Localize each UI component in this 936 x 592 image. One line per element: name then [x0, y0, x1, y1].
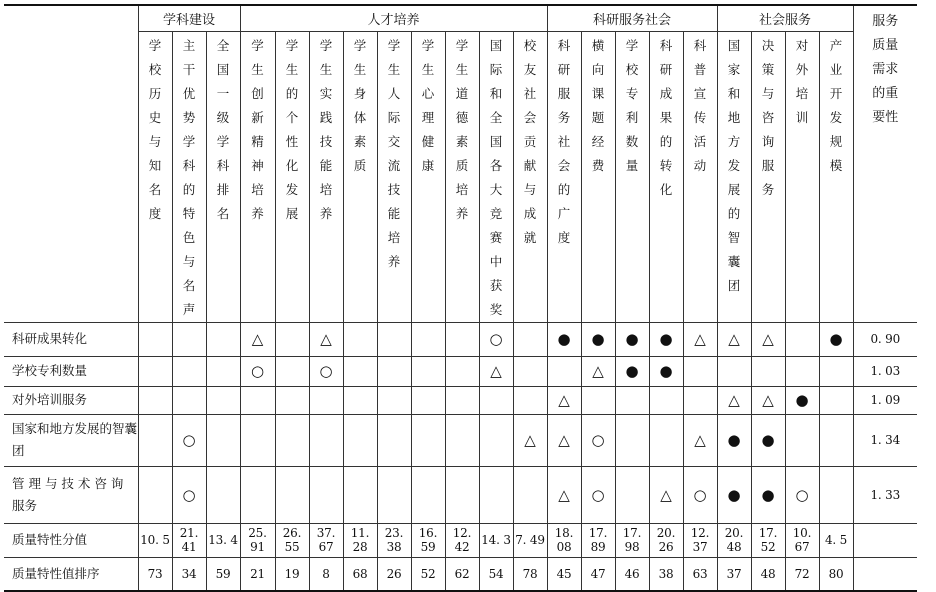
importance-value: 1. 33 — [853, 466, 917, 523]
relation-cell — [819, 414, 853, 466]
score-row-value: 17. 52 — [751, 523, 785, 557]
relation-cell — [445, 356, 479, 386]
group-header-row — [4, 5, 917, 31]
relation-cell — [240, 386, 275, 414]
relation-cell: △ — [683, 322, 717, 356]
importance-value: 0. 90 — [853, 322, 917, 356]
score-row-value: 14. 3 — [479, 523, 513, 557]
column-header: 主干优势学科的特色与名声 — [172, 31, 206, 322]
rank-row-value: 38 — [649, 557, 683, 591]
relation-cell — [377, 386, 411, 414]
relation-cell: △ — [649, 466, 683, 523]
rank-row-value: 21 — [240, 557, 275, 591]
relation-cell — [819, 466, 853, 523]
relation-cell — [615, 414, 649, 466]
empty-cell — [853, 557, 917, 591]
rank-row-value: 62 — [445, 557, 479, 591]
rank-row-value: 54 — [479, 557, 513, 591]
relation-cell: ○ — [240, 356, 275, 386]
score-row-value: 37. 67 — [309, 523, 343, 557]
importance-value: 1. 09 — [853, 386, 917, 414]
relation-cell: △ — [240, 322, 275, 356]
relation-cell — [717, 356, 751, 386]
relation-cell — [377, 322, 411, 356]
score-row-value: 17. 89 — [581, 523, 615, 557]
relation-cell — [411, 386, 445, 414]
rank-row-value: 46 — [615, 557, 649, 591]
relation-cell — [206, 386, 240, 414]
column-header: 产业开发规模 — [819, 31, 853, 322]
rank-row-value: 45 — [547, 557, 581, 591]
rank-row-value: 68 — [343, 557, 377, 591]
relation-cell: ● — [819, 322, 853, 356]
column-header: 学生身体素质 — [343, 31, 377, 322]
column-header: 学生人际交流技能培养 — [377, 31, 411, 322]
table-row — [4, 414, 917, 466]
column-header: 科研成果的转化 — [649, 31, 683, 322]
relation-cell: ● — [615, 322, 649, 356]
relation-cell — [275, 356, 309, 386]
relation-cell: ○ — [683, 466, 717, 523]
column-header: 学生的个性化发展 — [275, 31, 309, 322]
column-header: 学生实践技能培养 — [309, 31, 343, 322]
table-container — [4, 4, 917, 592]
rank-row-value: 80 — [819, 557, 853, 591]
relation-cell — [479, 386, 513, 414]
row-label: 学校专利数量 — [4, 356, 138, 386]
score-row-label: 质量特性分值 — [4, 523, 138, 557]
rank-row-value: 73 — [138, 557, 172, 591]
relation-cell — [206, 466, 240, 523]
score-row — [4, 523, 917, 557]
relation-cell — [513, 466, 547, 523]
group-keyan: 科研服务社会 — [547, 5, 717, 31]
row-label: 管 理 与 技 术 咨 询 服务 — [4, 466, 138, 523]
group-rencai: 人才培养 — [240, 5, 547, 31]
rank-row-value: 59 — [206, 557, 240, 591]
corner-cell — [4, 5, 138, 322]
relation-cell — [785, 322, 819, 356]
relation-cell: △ — [547, 466, 581, 523]
relation-cell — [206, 414, 240, 466]
relation-cell — [240, 414, 275, 466]
rank-row-value: 52 — [411, 557, 445, 591]
score-row-value: 4. 5 — [819, 523, 853, 557]
score-row-value: 12. 42 — [445, 523, 479, 557]
column-header: 对外培训 — [785, 31, 819, 322]
relation-cell — [309, 414, 343, 466]
relation-cell: △ — [751, 322, 785, 356]
column-header-row — [4, 31, 917, 322]
row-label: 国家和地方发展的智囊团 — [4, 414, 138, 466]
group-shehui: 社会服务 — [717, 5, 853, 31]
rank-row-value: 72 — [785, 557, 819, 591]
column-header: 横向课题经费 — [581, 31, 615, 322]
importance-value: 1. 34 — [853, 414, 917, 466]
relation-cell: △ — [513, 414, 547, 466]
relation-cell — [309, 386, 343, 414]
column-header: 学生创新精神培养 — [240, 31, 275, 322]
score-row-value: 16. 59 — [411, 523, 445, 557]
relation-cell — [445, 466, 479, 523]
column-header: 学生道德素质培养 — [445, 31, 479, 322]
score-row-value: 21. 41 — [172, 523, 206, 557]
score-row-value: 10. 67 — [785, 523, 819, 557]
relation-cell — [819, 386, 853, 414]
column-header: 学校历史与知名度 — [138, 31, 172, 322]
score-row-value: 17. 98 — [615, 523, 649, 557]
relation-cell: △ — [717, 386, 751, 414]
relation-cell: ○ — [309, 356, 343, 386]
row-label: 科研成果转化 — [4, 322, 138, 356]
relation-cell — [275, 322, 309, 356]
column-header: 国际和全国各大竞赛中获奖 — [479, 31, 513, 322]
relation-cell — [138, 414, 172, 466]
table-row — [4, 386, 917, 414]
relation-cell — [411, 466, 445, 523]
rank-row-value: 19 — [275, 557, 309, 591]
table-row — [4, 466, 917, 523]
score-row-value: 25. 91 — [240, 523, 275, 557]
relation-cell — [172, 322, 206, 356]
relation-cell: △ — [479, 356, 513, 386]
relation-cell — [411, 356, 445, 386]
relation-cell — [138, 466, 172, 523]
relation-cell — [275, 414, 309, 466]
relation-cell — [649, 414, 683, 466]
relation-cell: △ — [309, 322, 343, 356]
score-row-value: 20. 26 — [649, 523, 683, 557]
relation-cell — [172, 386, 206, 414]
relation-cell — [547, 356, 581, 386]
relation-cell — [683, 356, 717, 386]
relation-cell — [138, 322, 172, 356]
score-row-value: 18. 08 — [547, 523, 581, 557]
relation-cell: △ — [547, 414, 581, 466]
relation-cell: △ — [717, 322, 751, 356]
score-row-value: 10. 5 — [138, 523, 172, 557]
rank-row-value: 26 — [377, 557, 411, 591]
relation-cell — [479, 466, 513, 523]
quality-matrix-table — [4, 4, 917, 592]
relation-cell — [343, 466, 377, 523]
relation-cell: ● — [785, 386, 819, 414]
relation-cell: ● — [649, 356, 683, 386]
column-header: 学生心理健康 — [411, 31, 445, 322]
relation-cell — [615, 386, 649, 414]
relation-cell — [309, 466, 343, 523]
relation-cell — [513, 386, 547, 414]
relation-cell: ○ — [581, 466, 615, 523]
relation-cell — [751, 356, 785, 386]
importance-value: 1. 03 — [853, 356, 917, 386]
relation-cell — [649, 386, 683, 414]
relation-cell: ○ — [581, 414, 615, 466]
importance-header: 服务质量需求的重要性 — [853, 5, 917, 322]
relation-cell: ● — [751, 466, 785, 523]
column-header: 全国一级学科排名 — [206, 31, 240, 322]
column-header: 国家和地方发展的智囊团 — [717, 31, 751, 322]
relation-cell — [445, 322, 479, 356]
score-row-value: 12. 37 — [683, 523, 717, 557]
column-header: 校友社会贡献与成就 — [513, 31, 547, 322]
relation-cell: ○ — [172, 414, 206, 466]
rank-row-value: 47 — [581, 557, 615, 591]
table-row — [4, 322, 917, 356]
relation-cell — [275, 466, 309, 523]
relation-cell: ○ — [172, 466, 206, 523]
column-header: 科普宣传活动 — [683, 31, 717, 322]
row-label: 对外培训服务 — [4, 386, 138, 414]
group-xueke: 学科建设 — [138, 5, 240, 31]
relation-cell — [411, 414, 445, 466]
relation-cell: ● — [649, 322, 683, 356]
relation-cell — [343, 386, 377, 414]
relation-cell — [785, 414, 819, 466]
rank-row-value: 48 — [751, 557, 785, 591]
relation-cell — [206, 356, 240, 386]
relation-cell: ● — [751, 414, 785, 466]
relation-cell: ● — [717, 466, 751, 523]
relation-cell — [615, 466, 649, 523]
column-header: 学校专利数量 — [615, 31, 649, 322]
rank-row-value: 34 — [172, 557, 206, 591]
score-row-value: 26. 55 — [275, 523, 309, 557]
relation-cell: ○ — [479, 322, 513, 356]
relation-cell: △ — [751, 386, 785, 414]
relation-cell — [445, 414, 479, 466]
score-row-value: 7. 49 — [513, 523, 547, 557]
rank-row-value: 63 — [683, 557, 717, 591]
relation-cell — [479, 414, 513, 466]
relation-cell: △ — [547, 386, 581, 414]
relation-cell — [819, 356, 853, 386]
rank-row-label: 质量特性值排序 — [4, 557, 138, 591]
relation-cell: ○ — [785, 466, 819, 523]
relation-cell — [445, 386, 479, 414]
rank-row-value: 8 — [309, 557, 343, 591]
relation-cell — [683, 386, 717, 414]
relation-cell — [513, 356, 547, 386]
score-row-value: 23. 38 — [377, 523, 411, 557]
column-header: 科研服务社会的广度 — [547, 31, 581, 322]
relation-cell — [240, 466, 275, 523]
score-row-value: 20. 48 — [717, 523, 751, 557]
relation-cell — [513, 322, 547, 356]
rank-row-value: 37 — [717, 557, 751, 591]
relation-cell — [343, 414, 377, 466]
score-row-value: 11. 28 — [343, 523, 377, 557]
relation-cell: △ — [581, 356, 615, 386]
relation-cell — [343, 356, 377, 386]
empty-cell — [853, 523, 917, 557]
relation-cell — [138, 386, 172, 414]
relation-cell: ● — [717, 414, 751, 466]
relation-cell — [377, 466, 411, 523]
relation-cell: ● — [581, 322, 615, 356]
rank-row-value: 78 — [513, 557, 547, 591]
relation-cell: ● — [547, 322, 581, 356]
score-row-value: 13. 4 — [206, 523, 240, 557]
relation-cell — [377, 414, 411, 466]
relation-cell — [411, 322, 445, 356]
relation-cell — [343, 322, 377, 356]
relation-cell — [785, 356, 819, 386]
rank-row — [4, 557, 917, 591]
relation-cell — [206, 322, 240, 356]
relation-cell — [377, 356, 411, 386]
relation-cell — [275, 386, 309, 414]
relation-cell — [138, 356, 172, 386]
table-row — [4, 356, 917, 386]
relation-cell: △ — [683, 414, 717, 466]
relation-cell: ● — [615, 356, 649, 386]
column-header: 决策与咨询服务 — [751, 31, 785, 322]
relation-cell — [172, 356, 206, 386]
relation-cell — [581, 386, 615, 414]
